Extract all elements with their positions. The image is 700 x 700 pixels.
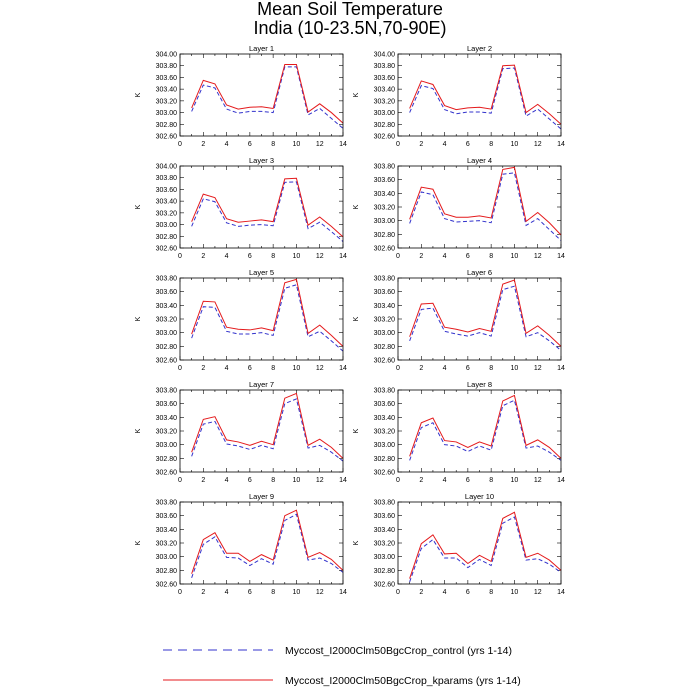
x-tick-label: 14 [339, 365, 347, 372]
y-tick-label: 303.80 [373, 275, 395, 283]
y-tick-label: 302.80 [373, 455, 395, 463]
series-line-control [192, 514, 343, 578]
x-tick-label: 10 [510, 477, 519, 484]
x-tick-label: 0 [178, 253, 182, 260]
x-tick-label: 0 [396, 141, 400, 148]
y-tick-label: 302.80 [373, 121, 395, 129]
y-axis-label: K [135, 316, 142, 322]
x-tick-label: 12 [533, 253, 542, 260]
y-tick-label: 303.00 [155, 110, 177, 118]
y-tick-label: 304.00 [155, 51, 177, 59]
x-tick-label: 4 [442, 253, 447, 260]
x-tick-label: 0 [178, 141, 182, 148]
y-axis-label: K [353, 92, 360, 98]
series-line-kparams [410, 512, 561, 578]
panel-title: Layer 8 [466, 380, 493, 389]
y-tick-label: 302.60 [155, 245, 177, 253]
y-tick-label: 302.60 [155, 133, 177, 141]
x-tick-label: 2 [201, 253, 206, 260]
plot-frame [398, 278, 561, 360]
x-tick-label: 12 [315, 365, 324, 372]
y-tick-label: 303.20 [373, 540, 395, 548]
y-tick-label: 302.80 [155, 567, 177, 575]
y-tick-label: 303.40 [373, 526, 395, 534]
panel-6 [353, 268, 565, 372]
x-tick-label: 14 [339, 589, 347, 596]
y-tick-label: 302.60 [373, 245, 395, 253]
series-line-control [192, 399, 343, 461]
y-tick-label: 303.60 [155, 186, 177, 194]
x-tick-label: 8 [489, 141, 494, 148]
x-tick-label: 12 [315, 477, 324, 484]
x-tick-label: 10 [292, 253, 301, 260]
y-axis-label: K [135, 540, 142, 546]
y-tick-label: 303.00 [373, 330, 395, 338]
x-tick-label: 2 [419, 589, 424, 596]
panel-7 [135, 380, 347, 484]
series-line-control [410, 517, 561, 582]
x-tick-label: 4 [224, 477, 229, 484]
x-tick-label: 2 [419, 253, 424, 260]
x-tick-label: 0 [396, 589, 400, 596]
y-tick-label: 302.80 [155, 455, 177, 463]
y-tick-label: 303.60 [155, 289, 177, 297]
y-tick-label: 303.60 [155, 401, 177, 409]
panel-title: Layer 2 [466, 44, 493, 53]
series-line-control [410, 286, 561, 350]
y-tick-label: 303.20 [373, 428, 395, 436]
y-tick-label: 303.20 [373, 316, 395, 324]
x-tick-label: 14 [339, 141, 347, 148]
y-axis-label: K [135, 92, 142, 98]
legend-label: Myccost_I2000Clm50BgcCrop_kparams (yrs 1-14) [285, 675, 521, 687]
y-tick-label: 303.60 [155, 513, 177, 521]
y-axis-label: K [353, 428, 360, 434]
figure-subtitle: India (10-23.5N,70-90E) [253, 18, 447, 38]
y-tick-label: 303.60 [373, 401, 395, 409]
x-tick-label: 2 [419, 477, 424, 484]
x-tick-label: 4 [224, 141, 229, 148]
y-tick-label: 303.80 [155, 63, 177, 71]
panel-title: Layer 9 [248, 492, 275, 501]
panel-10 [353, 492, 565, 596]
x-tick-label: 12 [533, 365, 542, 372]
y-tick-label: 303.20 [155, 98, 177, 106]
y-tick-label: 302.60 [373, 581, 395, 589]
x-tick-label: 12 [533, 589, 542, 596]
y-tick-label: 303.40 [155, 414, 177, 422]
y-tick-label: 302.60 [155, 357, 177, 365]
y-tick-label: 303.80 [373, 387, 395, 395]
series-line-control [192, 67, 343, 129]
series-line-kparams [192, 65, 343, 124]
x-tick-label: 4 [442, 141, 447, 148]
y-tick-label: 302.80 [373, 567, 395, 575]
panel-title: Layer 3 [248, 156, 275, 165]
series-line-kparams [410, 167, 561, 235]
x-tick-label: 8 [271, 589, 276, 596]
panel-8 [353, 380, 565, 484]
panel-9 [135, 492, 347, 596]
y-axis-label: K [353, 204, 360, 210]
x-tick-label: 0 [396, 365, 400, 372]
x-tick-label: 8 [489, 253, 494, 260]
x-tick-label: 10 [292, 589, 301, 596]
series-line-kparams [192, 393, 343, 458]
x-tick-label: 6 [247, 365, 252, 372]
legend-label: Myccost_I2000Clm50BgcCrop_control (yrs 1-14) [285, 645, 513, 657]
x-tick-label: 10 [510, 589, 519, 596]
x-tick-label: 10 [510, 141, 519, 148]
x-tick-label: 10 [292, 477, 301, 484]
x-tick-label: 10 [292, 365, 301, 372]
panel-3 [135, 156, 347, 260]
x-tick-label: 2 [201, 365, 206, 372]
x-tick-label: 6 [465, 365, 470, 372]
y-tick-label: 303.20 [155, 210, 177, 218]
x-tick-label: 4 [224, 589, 229, 596]
y-tick-label: 303.20 [373, 204, 395, 212]
y-tick-label: 303.00 [373, 554, 395, 562]
y-tick-label: 303.40 [155, 86, 177, 94]
x-tick-label: 2 [419, 141, 424, 148]
x-tick-label: 8 [489, 589, 494, 596]
panel-title: Layer 5 [248, 268, 275, 277]
y-tick-label: 302.80 [373, 343, 395, 351]
y-tick-label: 303.00 [155, 554, 177, 562]
plot-frame [180, 390, 343, 472]
series-line-kparams [410, 65, 561, 124]
x-tick-label: 6 [465, 141, 470, 148]
panel-title: Layer 1 [248, 44, 275, 53]
y-tick-label: 303.40 [373, 302, 395, 310]
x-tick-label: 14 [557, 141, 565, 148]
y-tick-label: 303.00 [373, 218, 395, 226]
x-tick-label: 2 [201, 141, 206, 148]
x-tick-label: 2 [201, 477, 206, 484]
y-tick-label: 302.80 [373, 231, 395, 239]
x-tick-label: 10 [510, 253, 519, 260]
panel-title: Layer 7 [248, 380, 275, 389]
y-tick-label: 303.40 [373, 414, 395, 422]
series-line-kparams [192, 510, 343, 574]
x-tick-label: 8 [271, 477, 276, 484]
panel-title: Layer 4 [466, 156, 493, 165]
x-tick-label: 12 [315, 141, 324, 148]
panel-1 [135, 44, 347, 148]
x-tick-label: 0 [396, 253, 400, 260]
y-axis-label: K [353, 316, 360, 322]
x-tick-label: 0 [178, 477, 182, 484]
panel-2 [353, 44, 565, 148]
series-line-control [192, 285, 343, 351]
x-tick-label: 6 [465, 477, 470, 484]
y-tick-label: 303.60 [373, 177, 395, 185]
panel-4 [353, 156, 565, 260]
x-tick-label: 6 [465, 589, 470, 596]
x-tick-label: 0 [178, 589, 182, 596]
x-tick-label: 6 [247, 253, 252, 260]
y-tick-label: 303.80 [155, 275, 177, 283]
x-tick-label: 2 [201, 589, 206, 596]
x-tick-label: 12 [315, 589, 324, 596]
x-tick-label: 8 [271, 365, 276, 372]
y-tick-label: 303.20 [155, 540, 177, 548]
series-line-kparams [410, 395, 561, 458]
y-tick-label: 303.00 [155, 442, 177, 450]
series-line-control [192, 182, 343, 242]
x-tick-label: 8 [271, 141, 276, 148]
plot-frame [398, 390, 561, 472]
x-tick-label: 4 [442, 365, 447, 372]
y-tick-label: 303.60 [373, 513, 395, 521]
x-tick-label: 8 [489, 365, 494, 372]
x-tick-label: 12 [315, 253, 324, 260]
x-tick-label: 14 [339, 253, 347, 260]
y-tick-label: 302.60 [373, 357, 395, 365]
y-tick-label: 303.80 [373, 499, 395, 507]
y-axis-label: K [135, 204, 142, 210]
plot-frame [180, 54, 343, 136]
series-line-control [410, 400, 561, 460]
series-line-kparams [192, 279, 343, 346]
x-tick-label: 6 [465, 253, 470, 260]
plot-frame [180, 278, 343, 360]
x-tick-label: 14 [557, 589, 565, 596]
series-line-control [410, 173, 561, 241]
y-tick-label: 303.80 [373, 63, 395, 71]
y-tick-label: 304.00 [155, 163, 177, 171]
y-tick-label: 303.60 [155, 74, 177, 82]
y-tick-label: 302.60 [155, 469, 177, 477]
y-tick-label: 302.60 [373, 469, 395, 477]
series-line-kparams [410, 280, 561, 346]
x-tick-label: 4 [224, 365, 229, 372]
plot-frame [398, 54, 561, 136]
y-tick-label: 302.60 [373, 133, 395, 141]
y-axis-label: K [353, 540, 360, 546]
x-tick-label: 8 [489, 477, 494, 484]
x-tick-label: 6 [247, 477, 252, 484]
y-tick-label: 303.00 [373, 442, 395, 450]
x-tick-label: 14 [557, 253, 565, 260]
x-tick-label: 10 [292, 141, 301, 148]
plot-frame [398, 166, 561, 248]
y-tick-label: 303.20 [373, 98, 395, 106]
x-tick-label: 12 [533, 141, 542, 148]
plot-frame [180, 502, 343, 584]
y-tick-label: 303.20 [155, 316, 177, 324]
y-tick-label: 303.80 [155, 499, 177, 507]
x-tick-label: 10 [510, 365, 519, 372]
panel-title: Layer 6 [466, 268, 493, 277]
y-tick-label: 303.40 [155, 526, 177, 534]
x-tick-label: 14 [339, 477, 347, 484]
y-tick-label: 303.40 [373, 190, 395, 198]
panel-5 [135, 268, 347, 372]
x-tick-label: 12 [533, 477, 542, 484]
y-tick-label: 303.00 [155, 222, 177, 230]
y-tick-label: 303.20 [155, 428, 177, 436]
y-tick-label: 303.00 [155, 330, 177, 338]
y-tick-label: 303.40 [373, 86, 395, 94]
y-tick-label: 303.80 [155, 175, 177, 183]
y-tick-label: 303.60 [373, 74, 395, 82]
y-tick-label: 303.40 [155, 198, 177, 206]
y-axis-label: K [135, 428, 142, 434]
x-tick-label: 14 [557, 477, 565, 484]
plot-frame [180, 166, 343, 248]
y-tick-label: 302.80 [155, 343, 177, 351]
panel-title: Layer 10 [464, 492, 495, 501]
series-line-control [410, 68, 561, 129]
x-tick-label: 2 [419, 365, 424, 372]
x-tick-label: 6 [247, 589, 252, 596]
y-tick-label: 302.60 [155, 581, 177, 589]
x-tick-label: 14 [557, 365, 565, 372]
y-tick-label: 303.40 [155, 302, 177, 310]
series-line-kparams [192, 178, 343, 237]
y-tick-label: 302.80 [155, 233, 177, 241]
y-tick-label: 302.80 [155, 121, 177, 129]
x-tick-label: 0 [396, 477, 400, 484]
y-tick-label: 303.80 [155, 387, 177, 395]
x-tick-label: 6 [247, 141, 252, 148]
x-tick-label: 4 [224, 253, 229, 260]
x-tick-label: 0 [178, 365, 182, 372]
y-tick-label: 303.60 [373, 289, 395, 297]
x-tick-label: 4 [442, 477, 447, 484]
y-tick-label: 303.00 [373, 110, 395, 118]
y-tick-label: 303.80 [373, 163, 395, 171]
x-tick-label: 8 [271, 253, 276, 260]
figure-title: Mean Soil Temperature [257, 0, 443, 19]
x-tick-label: 4 [442, 589, 447, 596]
y-tick-label: 304.00 [373, 51, 395, 59]
